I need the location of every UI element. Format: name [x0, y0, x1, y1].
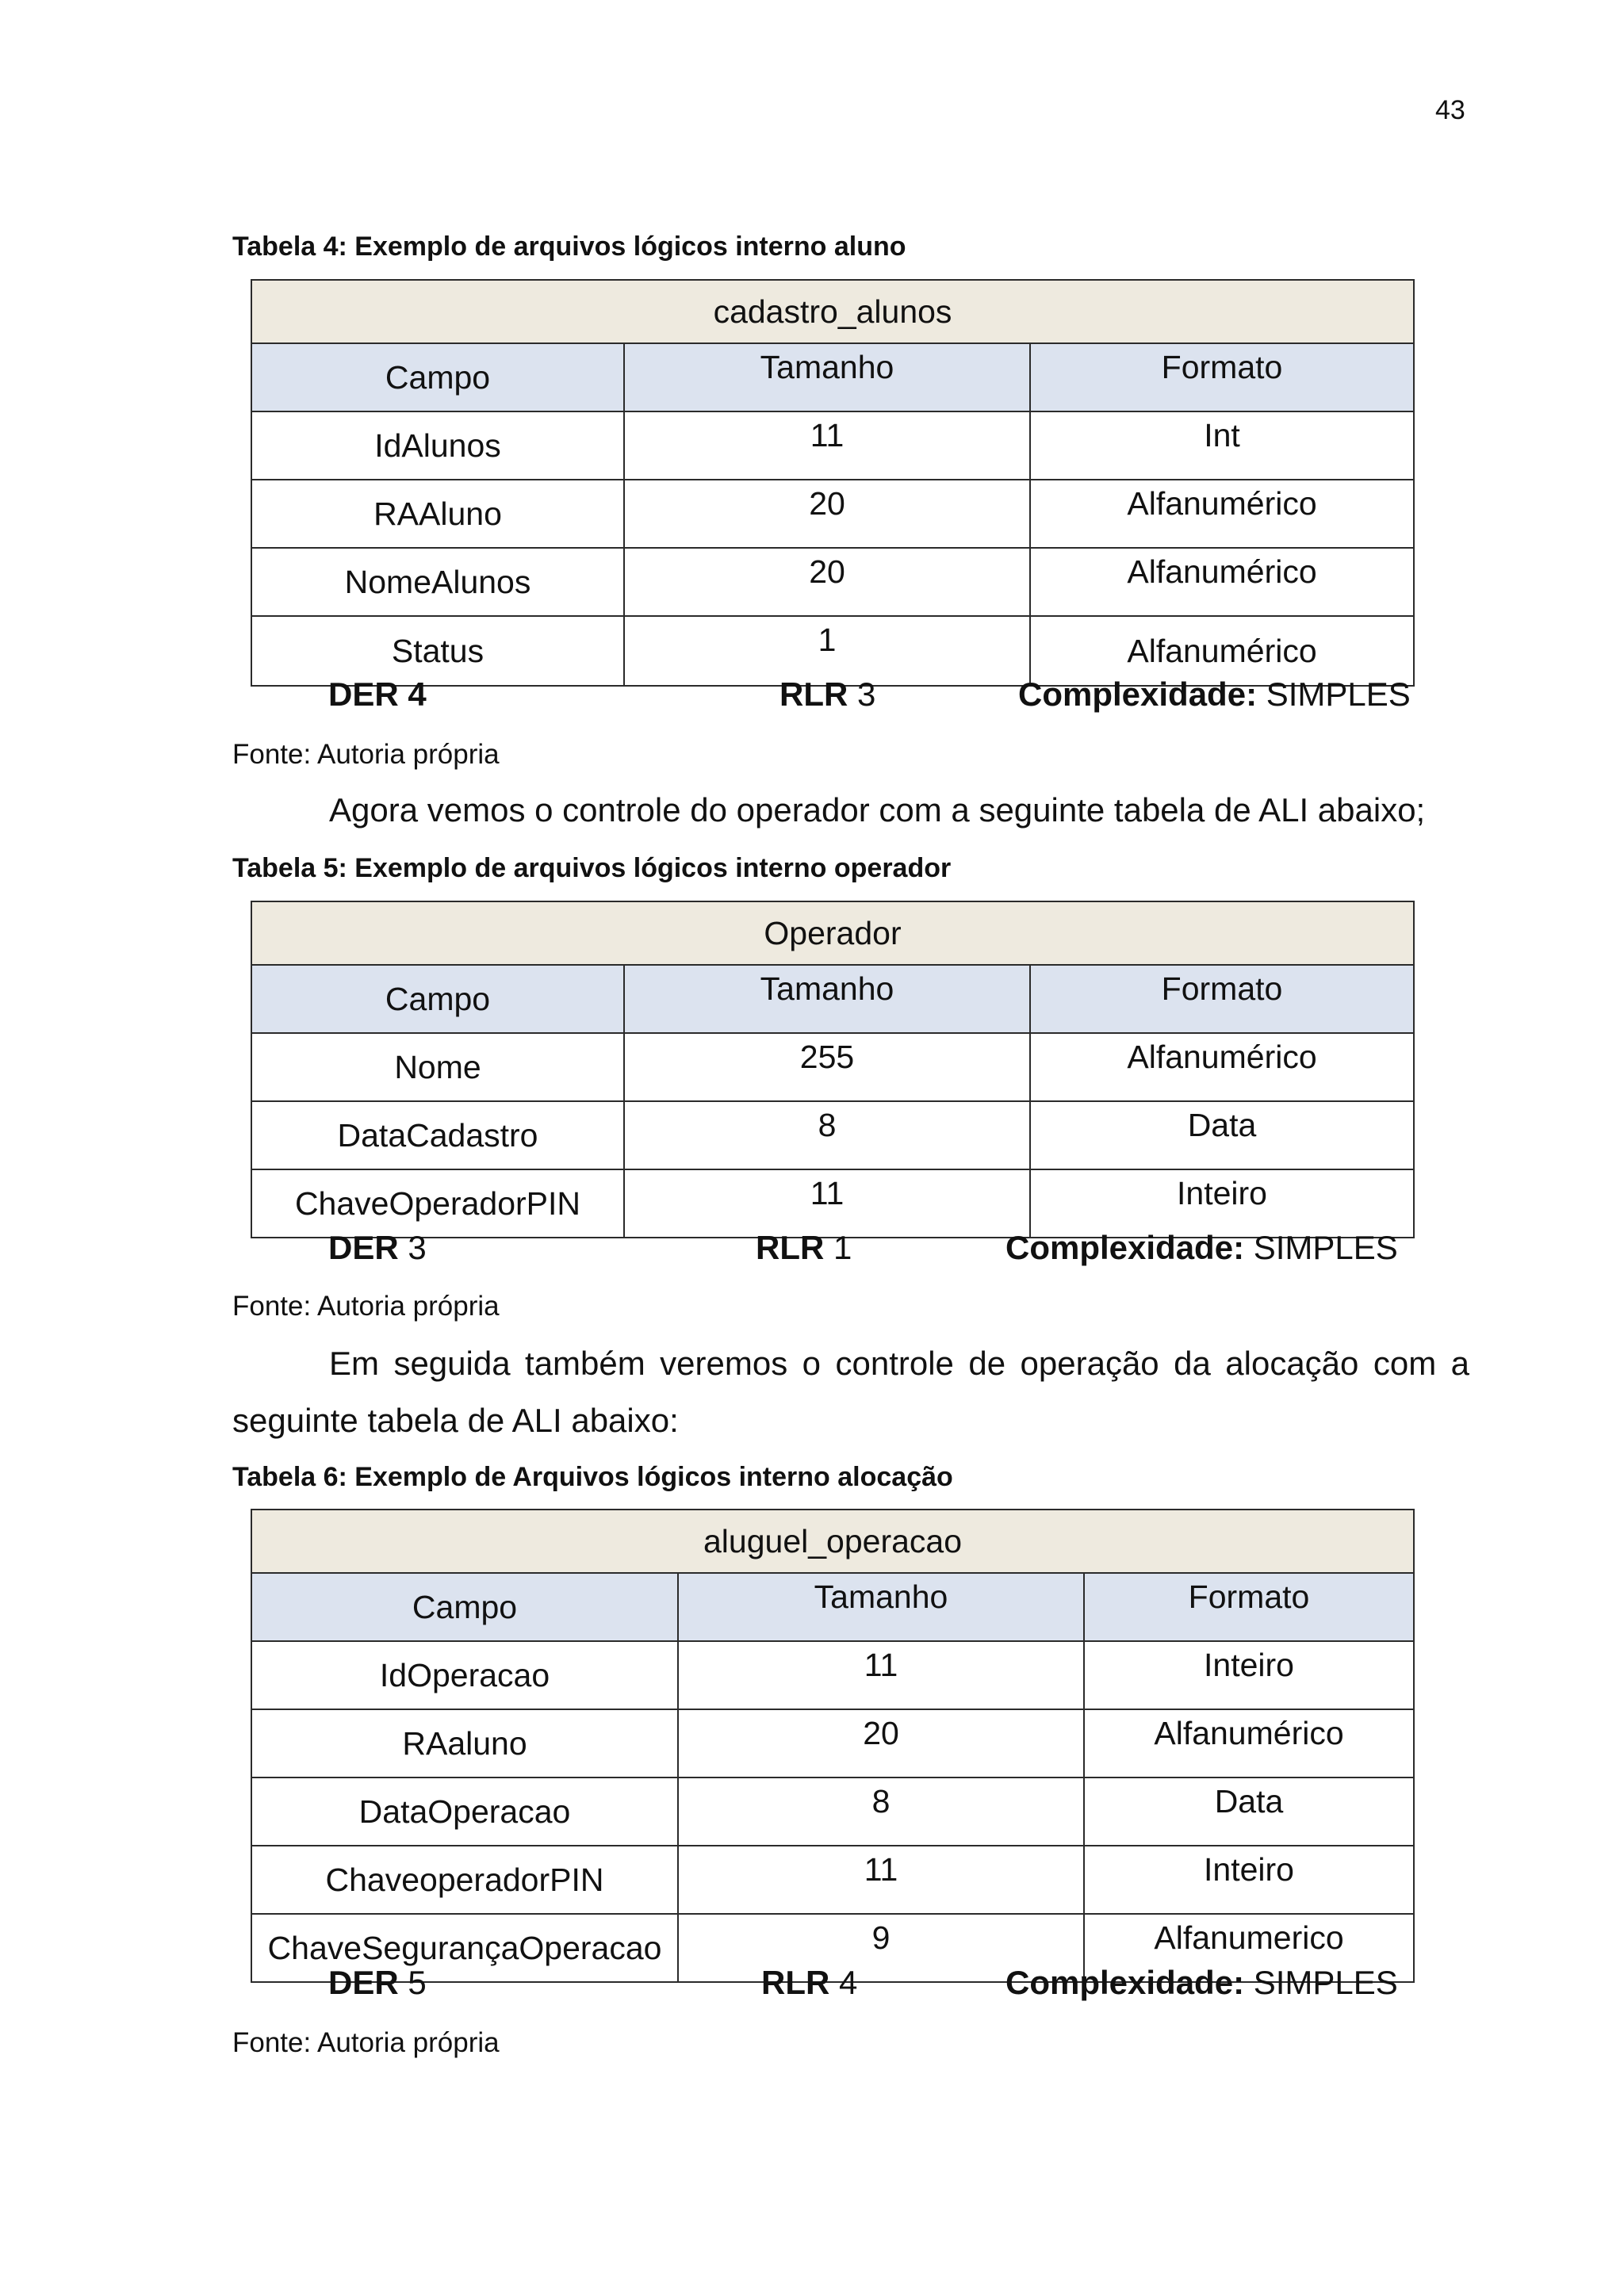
column-header: Formato: [1084, 1573, 1414, 1641]
table-cell: Data: [1030, 1101, 1414, 1169]
rlr-value: 3: [848, 675, 876, 713]
complexity-value: SIMPLES: [1257, 675, 1411, 713]
paragraph: Agora vemos o controle do operador com a seguinte tabela de ALI abaixo;: [329, 791, 1426, 828]
complexity-label: Complexidade:: [1005, 1229, 1245, 1266]
table-row: [251, 411, 1414, 480]
table-row: [251, 1641, 1414, 1709]
complexity-label: Complexidade:: [1018, 675, 1258, 713]
rlr-summary: [756, 1229, 852, 1267]
table-cell: Int: [1030, 411, 1414, 480]
table-cell: Data: [1084, 1777, 1414, 1846]
table-caption: Tabela 6: Exemplo de Arquivos lógicos interno alocação: [232, 1462, 953, 1492]
table-cell: Inteiro: [1084, 1846, 1414, 1914]
table-cell: 11: [624, 411, 1030, 480]
table-cell: RAaluno: [251, 1709, 678, 1777]
table-cell: 20: [678, 1709, 1084, 1777]
complexity-summary: [1018, 675, 1411, 714]
table-cell: DataCadastro: [251, 1101, 624, 1169]
der-value: 5: [398, 1964, 427, 2001]
table-cell: IdAlunos: [251, 411, 624, 480]
column-header: Tamanho: [624, 965, 1030, 1033]
column-header: Formato: [1030, 965, 1414, 1033]
der-summary: [328, 675, 427, 714]
table-title: Operador: [251, 901, 1414, 965]
rlr-label: RLR: [756, 1229, 825, 1266]
table-row: [251, 1846, 1414, 1914]
table-cell: Alfanumérico: [1030, 480, 1414, 548]
rlr-value: 1: [824, 1229, 852, 1266]
table-cell: 1: [624, 616, 1030, 686]
table-cell: Alfanumérico: [1030, 548, 1414, 616]
page-number: 43: [1435, 95, 1465, 125]
der-value: 3: [398, 1229, 427, 1266]
data-table: [251, 901, 1415, 1238]
table-row: [251, 548, 1414, 616]
complexity-value: SIMPLES: [1244, 1229, 1398, 1266]
table-title-row: [251, 1510, 1414, 1573]
table-cell: 20: [624, 480, 1030, 548]
table-source: Fonte: Autoria própria: [232, 739, 500, 770]
table-cell: 11: [624, 1169, 1030, 1238]
data-table: [251, 279, 1415, 687]
table-cell: 9: [678, 1914, 1084, 1982]
column-header: Formato: [1030, 343, 1414, 411]
der-label: DER 4: [328, 675, 427, 713]
complexity-summary: [1005, 1229, 1398, 1267]
table-cell: NomeAlunos: [251, 548, 624, 616]
column-header: Tamanho: [624, 343, 1030, 411]
der-label: DER: [328, 1229, 399, 1266]
rlr-summary: [779, 675, 875, 714]
column-header: Campo: [251, 343, 624, 411]
table-cell: ChaveSegurançaOperacao: [251, 1914, 678, 1982]
complexity-summary: [1005, 1964, 1398, 2002]
table-source: Fonte: Autoria própria: [232, 2027, 500, 2058]
complexity-label: Complexidade:: [1005, 1964, 1245, 2001]
table-title-row: [251, 280, 1414, 343]
rlr-summary: [761, 1964, 857, 2002]
table-cell: Inteiro: [1084, 1641, 1414, 1709]
table-cell: 255: [624, 1033, 1030, 1101]
table-row: [251, 1777, 1414, 1846]
table-row: [251, 1709, 1414, 1777]
complexity-value: SIMPLES: [1244, 1964, 1398, 2001]
table-header-row: [251, 343, 1414, 411]
table-cell: Status: [251, 616, 624, 686]
table-cell: DataOperacao: [251, 1777, 678, 1846]
der-summary: [328, 1964, 427, 2002]
table-cell: 11: [678, 1641, 1084, 1709]
table-title: cadastro_alunos: [251, 280, 1414, 343]
table-row: [251, 480, 1414, 548]
table-row: [251, 1101, 1414, 1169]
table-title: aluguel_operacao: [251, 1510, 1414, 1573]
table-header-row: [251, 1573, 1414, 1641]
der-summary: [328, 1229, 427, 1267]
table-row: [251, 1033, 1414, 1101]
table-cell: Alfanumérico: [1030, 1033, 1414, 1101]
table-cell: 8: [678, 1777, 1084, 1846]
table-cell: RAAluno: [251, 480, 624, 548]
table-title-row: [251, 901, 1414, 965]
table-row: [251, 1169, 1414, 1238]
der-label: DER: [328, 1964, 399, 2001]
table-cell: Alfanumérico: [1084, 1709, 1414, 1777]
table-cell: ChaveoperadorPIN: [251, 1846, 678, 1914]
rlr-value: 4: [829, 1964, 858, 2001]
column-header: Campo: [251, 965, 624, 1033]
rlr-label: RLR: [779, 675, 848, 713]
table-cell: 8: [624, 1101, 1030, 1169]
table-cell: Alfanumerico: [1084, 1914, 1414, 1982]
table-caption: Tabela 4: Exemplo de arquivos lógicos interno aluno: [232, 232, 906, 262]
table-cell: Alfanumérico: [1030, 616, 1414, 686]
data-table: [251, 1509, 1415, 1983]
table-cell: Nome: [251, 1033, 624, 1101]
table-cell: IdOperacao: [251, 1641, 678, 1709]
column-header: Campo: [251, 1573, 678, 1641]
table-caption: Tabela 5: Exemplo de arquivos lógicos interno operador: [232, 853, 952, 883]
rlr-label: RLR: [761, 1964, 830, 2001]
column-header: Tamanho: [678, 1573, 1084, 1641]
table-cell: 11: [678, 1846, 1084, 1914]
table-cell: ChaveOperadorPIN: [251, 1169, 624, 1238]
table-cell: 20: [624, 548, 1030, 616]
paragraph: Em seguida também veremos o controle de operação da alocação com a seguinte tabela de ALI abaixo:: [232, 1345, 1469, 1439]
table-cell: Inteiro: [1030, 1169, 1414, 1238]
table-header-row: [251, 965, 1414, 1033]
table-source: Fonte: Autoria própria: [232, 1291, 500, 1322]
